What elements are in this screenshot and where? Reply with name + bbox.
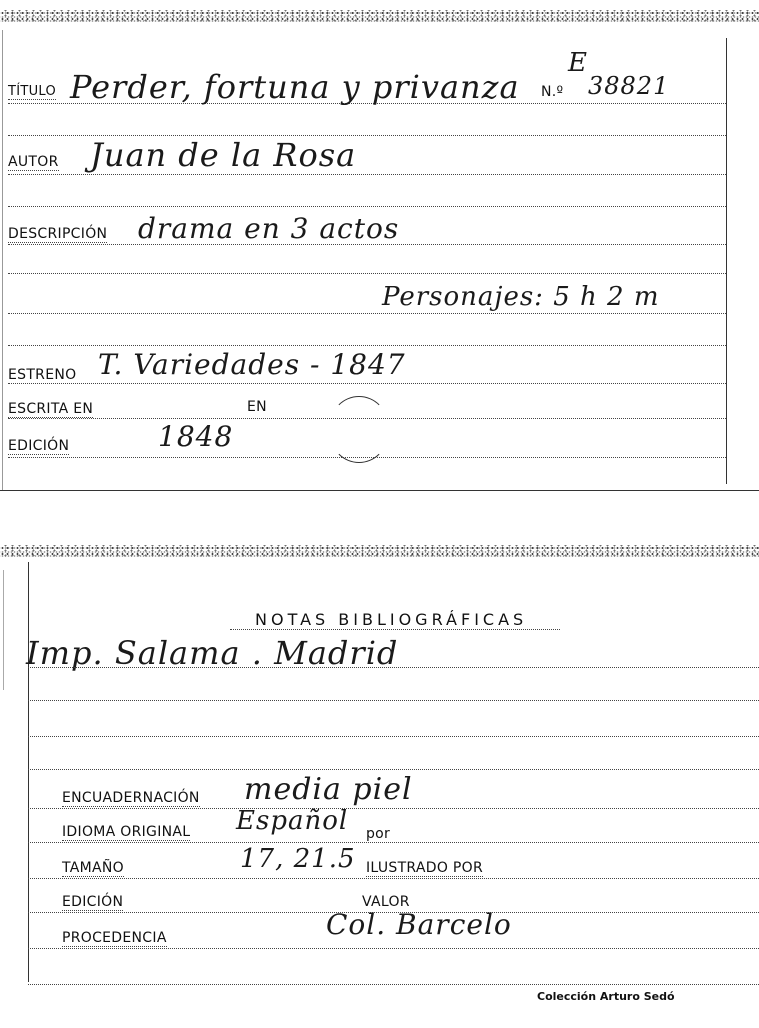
stamp-circle-bottom: [330, 405, 388, 463]
collection-footer: Colección Arturo Sedó: [537, 990, 675, 1003]
card2-rule: [28, 878, 759, 879]
card2-left-border: [28, 562, 29, 982]
ilustrado-label: ILUSTRADO POR: [366, 860, 483, 876]
idioma-value: Español: [236, 806, 349, 836]
card2-rule: [28, 736, 759, 737]
tamano-value: 17, 21.5: [240, 844, 356, 874]
numero-value: 38821: [588, 72, 670, 100]
edicion-label: EDICIÓN: [8, 438, 70, 454]
card1-right-border: [726, 38, 727, 484]
estreno-value: T. Variedades - 1847: [98, 348, 406, 381]
card2-left-border-outer: [3, 570, 4, 690]
descripcion-label: DESCRIPCIÓN: [8, 226, 108, 242]
card1-rule: [8, 206, 726, 207]
card-top-edge: [0, 10, 759, 24]
card1-rule: [8, 383, 726, 384]
tamano-label: TAMAÑO: [62, 860, 124, 876]
card2-rule: [28, 948, 759, 949]
titulo-label: TÍTULO: [8, 84, 57, 99]
encuadernacion-label: ENCUADERNACIÓN: [62, 790, 200, 806]
autor-value: Juan de la Rosa: [90, 136, 357, 174]
notes-title: NOTAS BIBLIOGRÁFICAS: [255, 610, 528, 629]
card1-rule: [8, 345, 726, 346]
card1-rule: [8, 313, 726, 314]
numero-prefix: E: [568, 48, 588, 78]
card1-rule: [8, 174, 726, 175]
por-label: por: [366, 826, 391, 842]
procedencia-value: Col. Barcelo: [326, 908, 512, 941]
card1-left-border: [2, 30, 3, 490]
en-label: EN: [247, 399, 267, 415]
escrita-en-label: ESCRITA EN: [8, 401, 94, 417]
card-top-edge: [0, 545, 759, 559]
card1-bottom-border: [0, 490, 759, 491]
card2-rule: [28, 667, 759, 668]
encuadernacion-value: media piel: [244, 772, 413, 807]
descripcion-value: drama en 3 actos: [138, 212, 400, 245]
card2-rule: [28, 769, 759, 770]
idioma-label: IDIOMA ORIGINAL: [62, 824, 191, 840]
card2-rule: [230, 629, 560, 630]
procedencia-label: PROCEDENCIA: [62, 930, 167, 946]
titulo-value: Perder, fortuna y privanza: [70, 68, 520, 106]
numero-label: N.º: [541, 84, 564, 100]
notes-value: Imp. Salama . Madrid: [26, 634, 399, 672]
valor-label: VALOR: [362, 894, 410, 910]
edicion2-label: EDICIÓN: [62, 894, 124, 910]
card1-rule: [8, 273, 726, 274]
card2-rule: [28, 808, 759, 809]
estreno-label: ESTRENO: [8, 367, 77, 383]
card2-rule: [28, 700, 759, 701]
card2-rule: [28, 842, 759, 843]
card2-rule: [28, 984, 759, 985]
edicion-value: 1848: [158, 420, 234, 453]
personajes-value: Personajes: 5 h 2 m: [382, 282, 660, 312]
autor-label: AUTOR: [8, 154, 59, 170]
